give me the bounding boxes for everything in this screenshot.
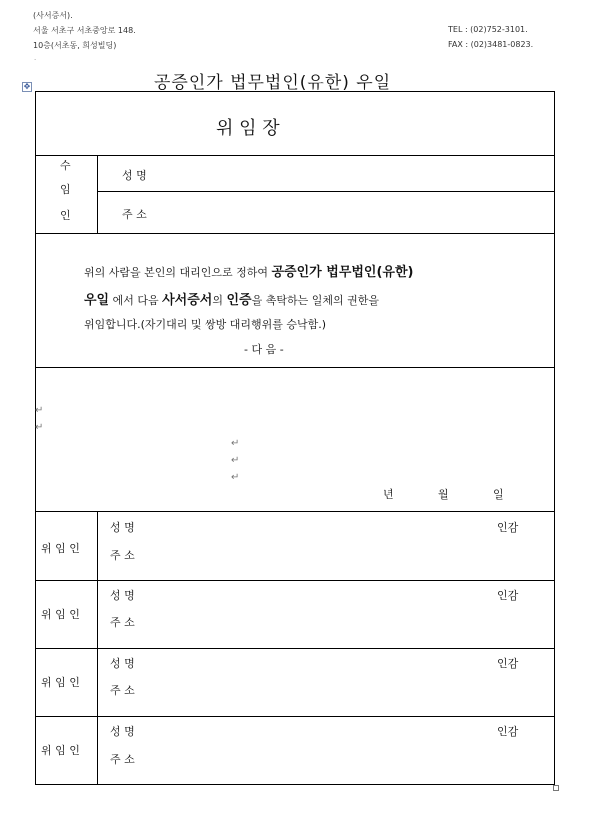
divider	[97, 155, 98, 233]
grantee-label-char: 인	[60, 209, 71, 222]
delegator-address-label: 주 소	[110, 753, 135, 766]
header-fax: FAX : (02)3481-0823.	[448, 40, 534, 49]
body-text: 에서 다음	[109, 294, 163, 307]
delegator-label: 위 임 인	[41, 608, 80, 621]
paragraph-mark: .	[34, 54, 37, 62]
delegator-name-label: 성 명	[110, 521, 135, 534]
delegator-address-label: 주 소	[110, 616, 135, 629]
header-tel: TEL : (02)752-3101.	[448, 25, 528, 34]
body-heading: - 다 음 -	[244, 343, 284, 356]
body-text-bold: 인증	[226, 293, 252, 308]
date-month-label: 월	[438, 488, 449, 501]
divider	[35, 155, 555, 156]
firm-title: 공증인가 법무법인(유한) 우일	[154, 73, 392, 93]
grantee-label-char: 임	[60, 183, 71, 196]
return-icon: ↵	[231, 438, 240, 449]
delegator-label: 위 임 인	[41, 744, 80, 757]
body-text-bold: 우일	[84, 293, 110, 308]
body-text: 의	[212, 294, 227, 307]
table-move-handle-icon[interactable]: ✥	[23, 82, 31, 91]
delegator-label: 위 임 인	[41, 676, 80, 689]
delegator-name-label: 성 명	[110, 657, 135, 670]
divider	[35, 233, 555, 234]
divider	[35, 648, 555, 649]
divider	[35, 580, 555, 581]
body-line-2	[84, 289, 379, 308]
header-line-2: 서울 서초구 서초중앙로 148.	[33, 26, 136, 35]
delegator-address-label: 주 소	[110, 684, 135, 697]
table-resize-handle[interactable]	[553, 785, 559, 791]
form-table	[35, 91, 555, 785]
return-icon: ↵	[35, 405, 44, 416]
delegator-seal-label: 인감	[497, 521, 519, 534]
body-text-bold: 사서증서	[162, 293, 213, 308]
delegator-address-label: 주 소	[110, 549, 135, 562]
delegator-seal-label: 인감	[497, 589, 519, 602]
divider	[35, 716, 555, 717]
header-line-1: (사서증서).	[33, 11, 73, 20]
header-line-3: 10층(서초동, 희성빌딩)	[33, 41, 117, 50]
date-day-label: 일	[493, 488, 504, 501]
grantee-label-char: 수	[60, 159, 71, 172]
return-icon: ↵	[231, 472, 240, 483]
body-line-3: 위임합니다.(자기대리 및 쌍방 대리행위를 승낙함.)	[84, 318, 327, 331]
grantee-name-label: 성 명	[122, 169, 147, 182]
delegator-name-label: 성 명	[110, 725, 135, 738]
delegator-name-label: 성 명	[110, 589, 135, 602]
body-text: 을 촉탁하는 일체의 권한을	[251, 294, 379, 307]
return-icon: ↵	[35, 422, 44, 433]
divider	[97, 511, 98, 785]
delegator-label: 위 임 인	[41, 542, 80, 555]
delegator-seal-label: 인감	[497, 657, 519, 670]
body-text-bold: 공증인가 법무법인(유한)	[271, 265, 414, 280]
divider	[35, 511, 555, 512]
divider	[97, 191, 555, 192]
date-year-label: 년	[383, 488, 394, 501]
divider	[35, 367, 555, 368]
body-text: 위의 사람을 본인의 대리인으로 정하여	[84, 266, 272, 279]
body-line-1	[84, 261, 414, 280]
document-title: 위 임 장	[216, 118, 280, 139]
grantee-address-label: 주 소	[122, 208, 147, 221]
return-icon: ↵	[231, 455, 240, 466]
delegator-seal-label: 인감	[497, 725, 519, 738]
